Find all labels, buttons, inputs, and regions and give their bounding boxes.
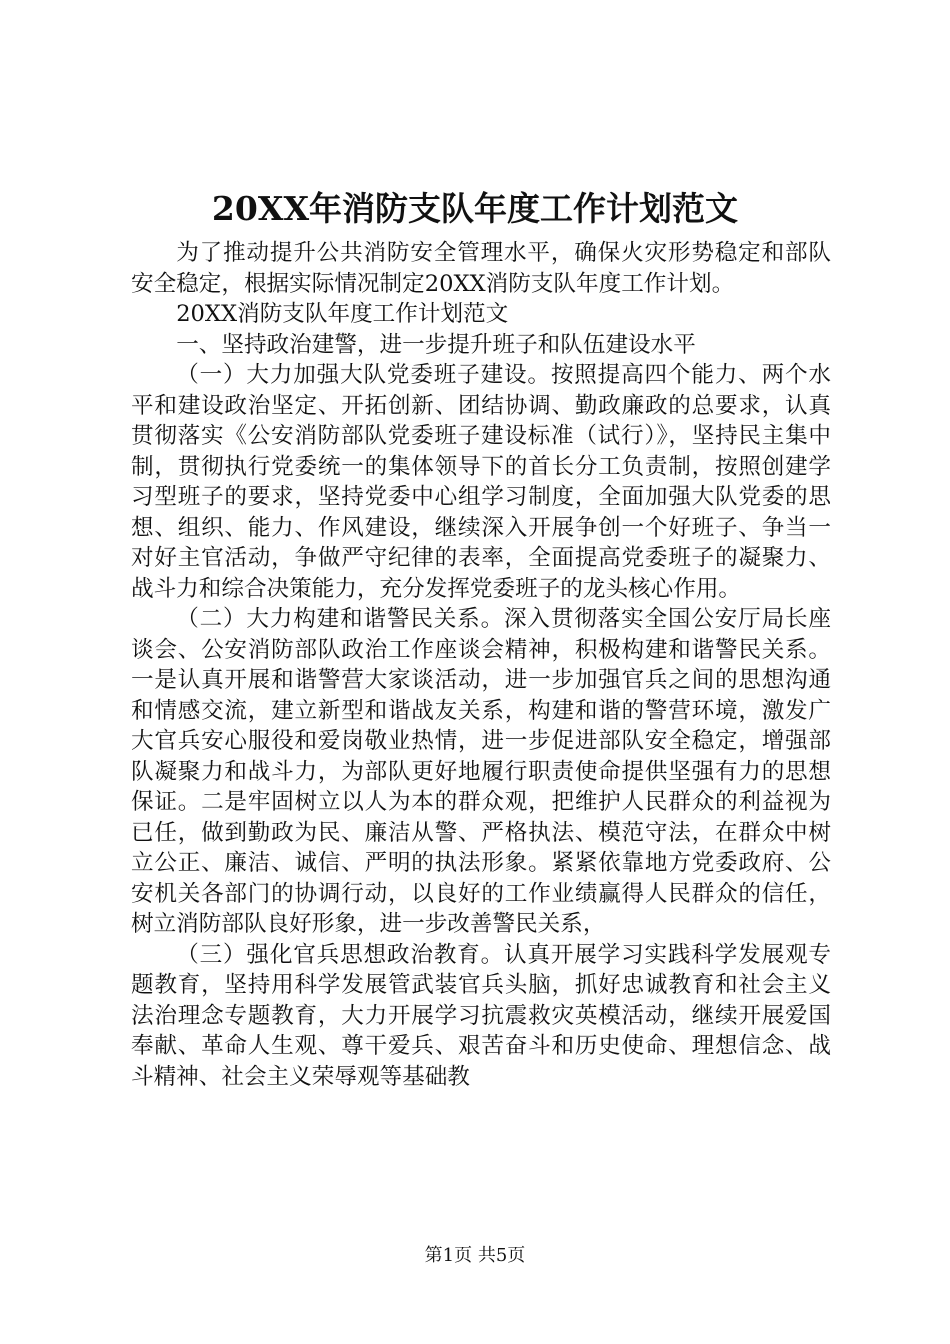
page-footer: 第1页 共5页 xyxy=(424,1245,526,1266)
intro-paragraph: 为了推动提升公共消防安全管理水平，确保火灾形势稳定和部队安全稳定，根据实际情况制定20XX消防支队年度工作计划。 xyxy=(131,240,831,297)
section-heading: 一、坚持政治建警，进一步提升班子和队伍建设水平 xyxy=(176,331,696,358)
body-paragraph: （二）大力构建和谐警民关系。深入贯彻落实全国公安厅局长座谈会、公安消防部队政治工作座谈会精神，积极构建和谐警民关系。一是认真开展和谐警营大家谈活动，进一步加强官兵之间的思想沟通和情感交流，建立新型和谐战友关系，构建和谐的警营环境，激发广大官兵安心服役和爱岗敬业热情，进一步促进部队安全稳定，增强部队凝聚力和战斗力，为部队更好地履行职责使命提供坚强有力的思想保证。二是牢固树立以人为本的群众观，把维护人民群众的利益视为已任，做到勤政为民、廉洁从警、严格执法、模范守法，在群众中树立公正、廉洁、诚信、严明的执法形象。紧紧依靠地方党委政府、公安机关各部门的协调行动，以良好的工作业绩赢得人民群众的信任，树立消防部队良好形象，进一步改善警民关系， xyxy=(131,606,831,937)
body-paragraph: （一）大力加强大队党委班子建设。按照提高四个能力、两个水平和建设政治坚定、开拓创新、团结协调、勤政廉政的总要求，认真贯彻落实《公安消防部队党委班子建设标准（试行）》，坚持民主集中制，贯彻执行党委统一的集体领导下的首长分工负责制，按照创建学习型班子的要求，坚持党委中心组学习制度，全面加强大队党委的思想、组织、能力、作风建设，继续深入开展争创一个好班子、争当一对好主官活动，争做严守纪律的表率，全面提高党委班子的凝聚力、战斗力和综合决策能力，充分发挥党委班子的龙头核心作用。 xyxy=(131,362,831,602)
subtitle-paragraph: 20XX消防支队年度工作计划范文 xyxy=(176,301,509,327)
body-paragraph: （三）强化官兵思想政治教育。认真开展学习实践科学发展观专题教育，坚持用科学发展管武装官兵头脑，抓好忠诚教育和社会主义法治理念专题教育，大力开展学习抗震救灾英模活动，继续开展爱国奉献、革命人生观、尊干爱兵、艰苦奋斗和历史使命、理想信念、战斗精神、社会主义荣辱观等基础教 xyxy=(131,941,831,1090)
document-title: 20XX年消防支队年度工作计划范文 xyxy=(211,189,739,228)
document-body xyxy=(131,238,831,1092)
